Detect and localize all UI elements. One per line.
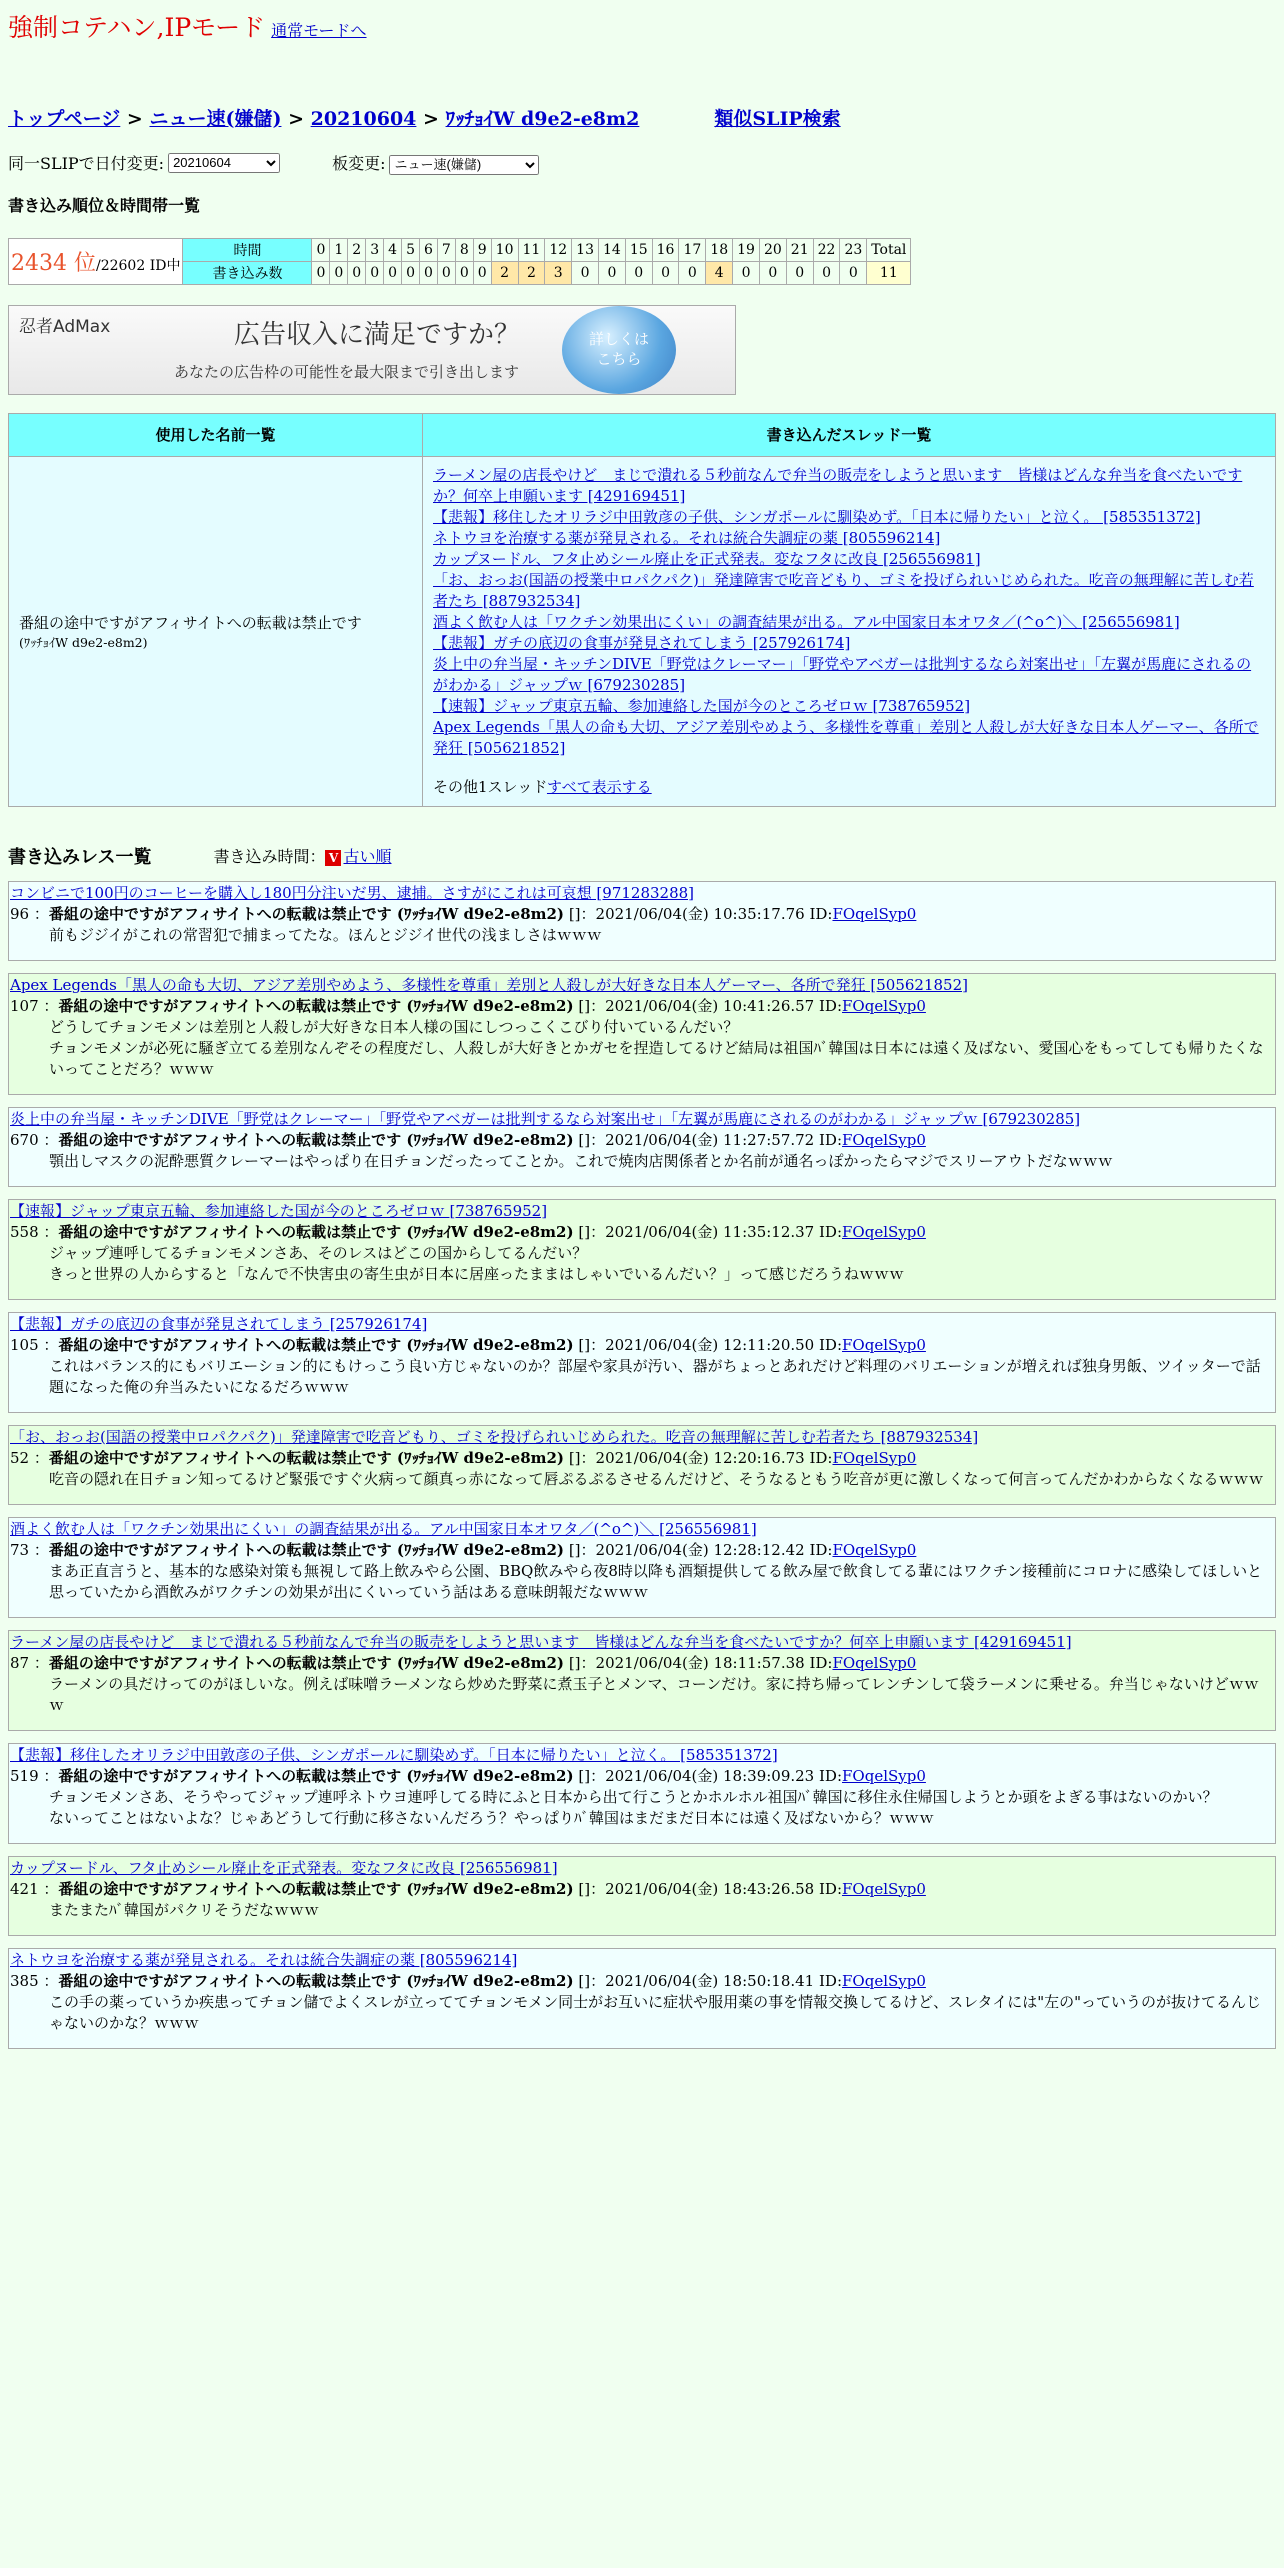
post-thread-link[interactable]: ネトウヨを治療する薬が発見される。それは統合失調症の薬 [805596214]: [10, 1950, 518, 1969]
ad-subline: あなたの広告枠の可能性を最大限まで引き出します: [174, 362, 520, 381]
post-name: 番組の途中ですがアフィサイトへの転載は禁止です (ﾜｯﾁｮｲW d9e2-e8m2): [48, 904, 565, 923]
post-body: [9, 1674, 1275, 1716]
breadcrumb-sep: >: [423, 108, 439, 130]
count-cell: 0: [840, 261, 867, 284]
count-cell: 0: [598, 261, 625, 284]
post-thread-link[interactable]: 【速報】ジャップ東京五輪、参加連絡した国が今のところゼロｗ [738765952]: [10, 1201, 548, 1220]
hour-cell: 0: [312, 238, 330, 261]
post-name: 番組の途中ですがアフィサイトへの転載は禁止です (ﾜｯﾁｮｲW d9e2-e8m2): [58, 1971, 574, 1990]
post-name: 番組の途中ですがアフィサイトへの転載は禁止です (ﾜｯﾁｮｲW d9e2-e8m2): [58, 1879, 574, 1898]
thread-link[interactable]: 酒よく飲む人は「ワクチン効果出にくい」の調査結果が出る。アル中国家日本オワタ／(^o^)＼ [256556981]: [433, 612, 1180, 631]
post-thread-link[interactable]: ラーメン屋の店長やけど まじで潰れる５秒前なんで弁当の販売をしようと思います 皆様はどんな弁当を食べたいですか？何卒上申願います [429169451]: [10, 1632, 1072, 1651]
post-thread-link[interactable]: カップヌードル、フタ止めシール廃止を正式発表。変なフタに改良 [256556981]: [10, 1858, 558, 1877]
post-number: 670: [10, 1130, 39, 1149]
names-threads-table: [8, 413, 1276, 807]
post-meta: 52 ：番組の途中ですがアフィサイトへの転載は禁止です (ﾜｯﾁｮｲW d9e2-e8m2) []：2021/06/04(金) 12:20:16.73 ID:FOqelSyp0: [10, 1448, 917, 1467]
post-name: 番組の途中ですがアフィサイトへの転載は禁止です (ﾜｯﾁｮｲW d9e2-e8m2): [58, 1222, 574, 1241]
post-line: ジャップ連呼してるチョンモメンさあ、そのレスはどこの国からしてるんだい？: [49, 1243, 588, 1262]
post-meta: 73 ：番組の途中ですがアフィサイトへの転載は禁止です (ﾜｯﾁｮｲW d9e2-e8m2) []：2021/06/04(金) 12:28:12.42 ID:FOqelSyp0: [10, 1540, 917, 1559]
board-change-group: [332, 151, 539, 175]
post-thread-link[interactable]: 【悲報】移住したオリラジ中田敦彦の子供、シンガポールに馴染めず。「日本に帰りたい」と泣く。 [585351372]: [10, 1745, 778, 1764]
post-body: [9, 1900, 1275, 1921]
count-cell: 2: [518, 261, 545, 284]
hour-cell: 16: [652, 238, 679, 261]
show-all-link[interactable]: すべて表示する: [546, 777, 652, 796]
post-name: 番組の途中ですがアフィサイトへの転載は禁止です (ﾜｯﾁｮｲW d9e2-e8m2): [48, 1448, 565, 1467]
count-label: 書き込み数: [183, 261, 312, 284]
post-name: 番組の途中ですがアフィサイトへの転載は禁止です (ﾜｯﾁｮｲW d9e2-e8m2): [58, 1130, 574, 1149]
post-body: [9, 1992, 1275, 2034]
rank-table: [8, 238, 911, 285]
breadcrumb-sep: >: [126, 108, 143, 130]
thread-link[interactable]: 【悲報】ガチの底辺の食事が発見されてしまう [257926174]: [433, 633, 851, 652]
hour-cell: 4: [384, 238, 402, 261]
post-body: [9, 1469, 1275, 1490]
post-number: 519: [10, 1766, 39, 1785]
count-cell: 3: [545, 261, 572, 284]
post-id-link[interactable]: FOqelSyp0: [832, 1448, 917, 1467]
hour-cell: 9: [473, 238, 491, 261]
hour-cell: Total: [867, 238, 911, 261]
count-cell: 0: [786, 261, 813, 284]
post-id-link[interactable]: FOqelSyp0: [832, 1540, 917, 1559]
post-thread-link[interactable]: Apex Legends「黒人の命も大切、アジア差別やめよう、多様性を尊重」差別と人殺しが大好きな日本人ゲーマー、各所で発狂 [505621852]: [10, 975, 968, 994]
ad-button-text: 詳しくは こちら: [588, 330, 649, 368]
hour-cell: 7: [437, 238, 455, 261]
count-cell: 0: [348, 261, 366, 284]
names-cell: [9, 456, 423, 806]
hour-cell: 5: [402, 238, 420, 261]
post-thread-link[interactable]: 【悲報】ガチの底辺の食事が発見されてしまう [257926174]: [10, 1314, 428, 1333]
post-meta: 385 ：番組の途中ですがアフィサイトへの転載は禁止です (ﾜｯﾁｮｲW d9e2-e8m2) []：2021/06/04(金) 18:50:18.41 ID:FOqelSyp0: [10, 1971, 926, 1990]
thread-link[interactable]: 「お、おっお(国語の授業中ロパクパク)」発達障害で吃音どもり、ゴミを投げられいじめられた。吃音の無理解に苦しむ若者たち [887932534]: [433, 570, 1254, 610]
count-cell: 0: [437, 261, 455, 284]
post-number: 96: [10, 904, 30, 923]
thread-link[interactable]: ラーメン屋の店長やけど まじで潰れる５秒前なんで弁当の販売をしようと思います 皆様はどんな弁当を食べたいですか？何卒上申願います [429169451]: [433, 465, 1243, 505]
used-name-slip: (ﾜｯﾁｮｲW d9e2-e8m2): [19, 634, 148, 650]
post-date: []：2021/06/04(金) 18:11:57.38 ID:: [568, 1653, 833, 1672]
post-id-link[interactable]: FOqelSyp0: [842, 1335, 926, 1354]
post-number: 87: [10, 1653, 30, 1672]
posts-list: [8, 881, 1276, 2049]
post-id-link[interactable]: FOqelSyp0: [832, 1653, 917, 1672]
hour-cell: 19: [733, 238, 760, 261]
page-title: 強制コテハン,IPモード: [8, 13, 266, 42]
post-date: []：2021/06/04(金) 18:43:26.58 ID:: [578, 1879, 843, 1898]
hour-cell: 12: [545, 238, 572, 261]
count-cell: 0: [384, 261, 402, 284]
thread-link[interactable]: Apex Legends「黒人の命も大切、アジア差別やめよう、多様性を尊重」差別と人殺しが大好きな日本人ゲーマー、各所で発狂 [505621852]: [433, 717, 1259, 757]
other-threads: [433, 777, 1265, 798]
hour-cell: 23: [840, 238, 867, 261]
post-number: 421: [10, 1879, 39, 1898]
count-cell: 0: [733, 261, 760, 284]
ad-banner[interactable]: [8, 305, 736, 395]
hour-cell: 21: [786, 238, 813, 261]
post-body: [9, 1561, 1275, 1603]
post-thread-link[interactable]: 「お、おっお(国語の授業中ロパクパク)」発達障害で吃音どもり、ゴミを投げられいじめられた。吃音の無理解に苦しむ若者たち [887932534]: [10, 1427, 979, 1446]
post-meta: 421 ：番組の途中ですがアフィサイトへの転載は禁止です (ﾜｯﾁｮｲW d9e2-e8m2) []：2021/06/04(金) 18:43:26.58 ID:FOqelSyp0: [10, 1879, 926, 1898]
rank-cell: [9, 238, 183, 284]
post-item: [8, 1856, 1276, 1936]
post-line: ないってことはないよな？じゃあどうして行動に移さないんだろう？やっぱりﾊﾞ韓国はまだまだ日本には遠く及ばないから？ｗｗｗ: [49, 1808, 935, 1827]
count-cell: 0: [473, 261, 491, 284]
post-name: 番組の途中ですがアフィサイトへの転載は禁止です (ﾜｯﾁｮｲW d9e2-e8m2): [58, 996, 574, 1015]
count-cell: 2: [491, 261, 518, 284]
post-date: []：2021/06/04(金) 12:28:12.42 ID:: [568, 1540, 833, 1559]
hour-cell: 11: [518, 238, 545, 261]
post-line: チョンモメンさあ、そうやってジャップ連呼ネトウヨ連呼してる時にふと日本から出て行こうとかホルホル祖国ﾊﾞ韓国に移住永住帰国しようとか頭をよぎる事はないのかい？: [49, 1787, 1218, 1806]
normal-mode-link[interactable]: 通常モードへ: [271, 21, 367, 40]
post-line: きっと世界の人からすると「なんで不快害虫の寄生虫が日本に居座ったままはしゃいでいるんだい？」って感じだろうねｗｗｗ: [49, 1264, 905, 1283]
names-header: 使用した名前一覧: [9, 413, 423, 456]
post-number: 107: [10, 996, 39, 1015]
post-item: [8, 1199, 1276, 1300]
post-line: どうしてチョンモメンは差別と人殺しが大好きな日本人様の国にしつっこくこびり付いているんだい？: [49, 1017, 739, 1036]
thread-list: [433, 465, 1265, 759]
post-meta: 87 ：番組の途中ですがアフィサイトへの転載は禁止です (ﾜｯﾁｮｲW d9e2-e8m2) []：2021/06/04(金) 18:11:57.38 ID:FOqelSyp0: [10, 1653, 917, 1672]
breadcrumb-top[interactable]: トップページ: [8, 108, 121, 130]
post-date: []：2021/06/04(金) 12:11:20.50 ID:: [578, 1335, 843, 1354]
post-number: 105: [10, 1335, 39, 1354]
hour-cell: 2: [348, 238, 366, 261]
thread-link[interactable]: ネトウヨを治療する薬が発見される。それは統合失調症の薬 [805596214]: [433, 528, 941, 547]
responses-title: 書き込みレス一覧: [8, 846, 152, 868]
post-thread-link[interactable]: 炎上中の弁当屋・キッチンDIVE「野党はクレーマー」「野党やアベガーは批判するなら対案出せ」「左翼が馬鹿にされるのがわかる」ジャップｗ [679230285]: [10, 1109, 1081, 1128]
count-cell: 4: [706, 261, 733, 284]
post-line: まあ正直言うと、基本的な感染対策も無視して路上飲みやら公園、BBQ飲みやら夜8時以降も酒類提供してる飲み屋で飲食してる輩にはワクチン接種前にコロナに感染してほしいと思っていたから酒飲みがワクチンの効果が出にくいっていう話はある意味朗報だなｗｗｗ: [49, 1561, 1263, 1601]
used-name: 番組の途中ですがアフィサイトへの転載は禁止です: [19, 613, 362, 632]
breadcrumb-sep: >: [288, 108, 304, 130]
post-line: この手の薬っていうか疾患ってチョン儲でよくスレが立っててチョンモメン同士がお互いに症状や服用薬の事を情報交換してるけど、スレタイには"左の"っていうのが抜けてるんじゃないのかな？ｗｗｗ: [49, 1992, 1262, 2032]
post-name: 番組の途中ですがアフィサイトへの転載は禁止です (ﾜｯﾁｮｲW d9e2-e8m2): [48, 1540, 565, 1559]
post-number: 558: [10, 1222, 39, 1241]
breadcrumb-date[interactable]: 20210604: [310, 108, 417, 130]
hour-cell: 17: [679, 238, 706, 261]
post-item: [8, 1743, 1276, 1844]
page-header: [8, 8, 1276, 44]
post-date: []：2021/06/04(金) 10:41:26.57 ID:: [578, 996, 843, 1015]
post-number: 73: [10, 1540, 30, 1559]
post-number: 52: [10, 1448, 30, 1467]
count-cell: 0: [813, 261, 840, 284]
post-id-link[interactable]: FOqelSyp0: [842, 1766, 926, 1785]
post-line: 顎出しマスクの泥酔悪質クレーマーはやっぱり在日チョンだったってことか。これで焼肉店関係者とか名前が通名っぽかったらマジでスリーアウトだなｗｗｗ: [49, 1151, 1113, 1170]
post-meta: 96 ：番組の途中ですがアフィサイトへの転載は禁止です (ﾜｯﾁｮｲW d9e2-e8m2) []：2021/06/04(金) 10:35:17.76 ID:FOqelSyp0: [10, 904, 917, 923]
breadcrumb-board[interactable]: ニュー速(嫌儲): [149, 108, 282, 130]
sort-oldest-link[interactable]: 古い順: [343, 847, 392, 866]
threads-cell: [423, 456, 1276, 806]
post-line: チョンモメンが必死に騒ぎ立てる差別なんぞその程度だし、人殺しが大好きとかガセを捏造してるけど結局は祖国ﾊﾞ韓国は日本には遠く及ばない、愛国心をもってしても帰りたくないってことだろ？ｗｗｗ: [49, 1038, 1264, 1078]
count-cell: 0: [402, 261, 420, 284]
post-date: []：2021/06/04(金) 18:50:18.41 ID:: [578, 1971, 843, 1990]
post-line: 吃音の隠れ在日チョン知ってるけど緊張ですぐ火病って顔真っ赤になって唇ぷるぷるさせるんだけど、そうなるともう吃音が更に激しくなって何言ってんだかわからなくなるｗｗｗ: [49, 1469, 1264, 1488]
post-name: 番組の途中ですがアフィサイトへの転載は禁止です (ﾜｯﾁｮｲW d9e2-e8m2): [58, 1766, 574, 1785]
post-id-link[interactable]: FOqelSyp0: [842, 996, 926, 1015]
post-id-link[interactable]: FOqelSyp0: [842, 1971, 926, 1990]
date-select[interactable]: [168, 153, 280, 173]
count-cell: 0: [455, 261, 473, 284]
post-name: 番組の途中ですがアフィサイトへの転載は禁止です (ﾜｯﾁｮｲW d9e2-e8m2): [48, 1653, 565, 1672]
post-item: [8, 1425, 1276, 1505]
order-label: 書き込み時間：: [213, 847, 326, 866]
responses-header: [8, 843, 1276, 869]
post-id-link[interactable]: FOqelSyp0: [842, 1879, 926, 1898]
post-body: [9, 1243, 1275, 1285]
post-meta: 558 ：番組の途中ですがアフィサイトへの転載は禁止です (ﾜｯﾁｮｲW d9e2-e8m2) []：2021/06/04(金) 11:35:12.37 ID:FOqelSyp0: [10, 1222, 926, 1241]
post-date: []：2021/06/04(金) 12:20:16.73 ID:: [568, 1448, 833, 1467]
post-item: [8, 973, 1276, 1095]
post-id-link[interactable]: FOqelSyp0: [832, 904, 917, 923]
post-date: []：2021/06/04(金) 11:35:12.37 ID:: [578, 1222, 843, 1241]
count-cell: 0: [366, 261, 384, 284]
thread-link[interactable]: カップヌードル、フタ止めシール廃止を正式発表。変なフタに改良 [256556981]: [433, 549, 981, 568]
thread-link[interactable]: 【速報】ジャップ東京五輪、参加連絡した国が今のところゼロｗ [738765952]: [433, 696, 971, 715]
post-item: [8, 1107, 1276, 1187]
hour-cell: 6: [419, 238, 437, 261]
count-cell: 0: [625, 261, 652, 284]
threads-header: 書き込んだスレッド一覧: [423, 413, 1276, 456]
count-cell: 0: [759, 261, 786, 284]
post-date: []：2021/06/04(金) 18:39:09.23 ID:: [578, 1766, 843, 1785]
post-meta: 105 ：番組の途中ですがアフィサイトへの転載は禁止です (ﾜｯﾁｮｲW d9e2-e8m2) []：2021/06/04(金) 12:11:20.50 ID:FOqelSyp0: [10, 1335, 926, 1354]
post-line: ラーメンの具だけってのがほしいな。例えば味噌ラーメンなら炒めた野菜に煮玉子とメンマ、コーンだけ。家に持ち帰ってレンチンして袋ラーメンに乗せる。弁当じゃないけどｗｗｗ: [49, 1674, 1259, 1714]
count-cell: 0: [419, 261, 437, 284]
hour-cell: 14: [598, 238, 625, 261]
post-date: []：2021/06/04(金) 10:35:17.76 ID:: [568, 904, 833, 923]
post-body: [9, 925, 1275, 946]
post-item: [8, 1312, 1276, 1413]
post-item: [8, 1948, 1276, 2049]
post-body: [9, 1787, 1275, 1829]
breadcrumb-slip[interactable]: ﾜｯﾁｮｲW d9e2-e8m2: [445, 108, 640, 130]
post-body: [9, 1151, 1275, 1172]
breadcrumb: [8, 104, 1276, 131]
count-cell: 0: [572, 261, 599, 284]
post-item: [8, 881, 1276, 961]
count-cell: 0: [679, 261, 706, 284]
post-date: []：2021/06/04(金) 11:27:57.72 ID:: [578, 1130, 843, 1149]
post-id-link[interactable]: FOqelSyp0: [842, 1130, 926, 1149]
post-name: 番組の途中ですがアフィサイトへの転載は禁止です (ﾜｯﾁｮｲW d9e2-e8m2): [58, 1335, 574, 1354]
post-thread-link[interactable]: コンビニで100円のコーヒーを購入し180円分注いだ男、逮捕。さすがにこれは可哀想 [971283288]: [10, 883, 695, 902]
post-id-link[interactable]: FOqelSyp0: [842, 1222, 926, 1241]
rank-number: 2434 位: [11, 250, 96, 276]
ad-headline: 広告収入に満足ですか？: [234, 319, 521, 350]
time-label: 時間: [183, 238, 312, 261]
post-line: これはバランス的にもバリエーション的にもけっこう良い方じゃないのか？部屋や家具が汚い、器がちょっとあれだけど料理のバリエーションが増えれば独身男飯、ツイッターで話題になった俺の弁当みたいになるだろｗｗｗ: [49, 1356, 1261, 1396]
post-meta: 670 ：番組の途中ですがアフィサイトへの転載は禁止です (ﾜｯﾁｮｲW d9e2-e8m2) []：2021/06/04(金) 11:27:57.72 ID:FOqelSyp0: [10, 1130, 926, 1149]
post-item: [8, 1517, 1276, 1618]
similar-slip-search-link[interactable]: 類似SLIP検索: [714, 108, 841, 130]
thread-link[interactable]: 【悲報】移住したオリラジ中田敦彦の子供、シンガポールに馴染めず。「日本に帰りたい」と泣く。 [585351372]: [433, 507, 1201, 526]
order-control: [213, 844, 391, 867]
total-ids: /22602 ID中: [95, 257, 181, 274]
post-line: 前もジジイがこれの常習犯で捕まってたな。ほんとジジイ世代の浅ましさはｗｗｗ: [49, 925, 602, 944]
count-cell: 0: [652, 261, 679, 284]
post-body: [9, 1356, 1275, 1398]
count-cell: 0: [312, 261, 330, 284]
hour-cell: 10: [491, 238, 518, 261]
hour-cell: 18: [706, 238, 733, 261]
hour-cell: 8: [455, 238, 473, 261]
hour-cell: 13: [572, 238, 599, 261]
ad-logo: 忍者AdMax: [19, 316, 111, 337]
selector-row: [8, 151, 1276, 175]
hour-cell: 15: [625, 238, 652, 261]
sort-toggle-icon[interactable]: V: [325, 850, 341, 866]
post-line: またまたﾊﾞ韓国がパクリそうだなｗｗｗ: [49, 1900, 320, 1919]
post-number: 385: [10, 1971, 39, 1990]
hour-cell: 22: [813, 238, 840, 261]
hour-cell: 3: [366, 238, 384, 261]
board-select[interactable]: [389, 155, 539, 175]
rank-section-title: 書き込み順位＆時間帯一覧: [8, 195, 201, 215]
other-threads-text: その他1スレッド: [433, 777, 547, 796]
post-thread-link[interactable]: 酒よく飲む人は「ワクチン効果出にくい」の調査結果が出る。アル中国家日本オワタ／(^o^)＼ [256556981]: [10, 1519, 757, 1538]
date-change-label: 同一SLIPで日付変更:: [8, 154, 165, 174]
ad-details-button[interactable]: [562, 306, 676, 394]
post-body: [9, 1017, 1275, 1080]
count-cell: 11: [867, 261, 911, 284]
board-change-label: 板変更:: [332, 154, 386, 173]
post-meta: 519 ：番組の途中ですがアフィサイトへの転載は禁止です (ﾜｯﾁｮｲW d9e2-e8m2) []：2021/06/04(金) 18:39:09.23 ID:FOqelSyp0: [10, 1766, 926, 1785]
post-meta: 107 ：番組の途中ですがアフィサイトへの転載は禁止です (ﾜｯﾁｮｲW d9e2-e8m2) []：2021/06/04(金) 10:41:26.57 ID:FOqelSyp0: [10, 996, 926, 1015]
count-cell: 0: [330, 261, 348, 284]
post-item: [8, 1630, 1276, 1731]
hour-cell: 20: [759, 238, 786, 261]
thread-link[interactable]: 炎上中の弁当屋・キッチンDIVE「野党はクレーマー」「野党やアベガーは批判するなら対案出せ」「左翼が馬鹿にされるのがわかる」ジャップｗ [679230285]: [433, 654, 1252, 694]
hour-cell: 1: [330, 238, 348, 261]
